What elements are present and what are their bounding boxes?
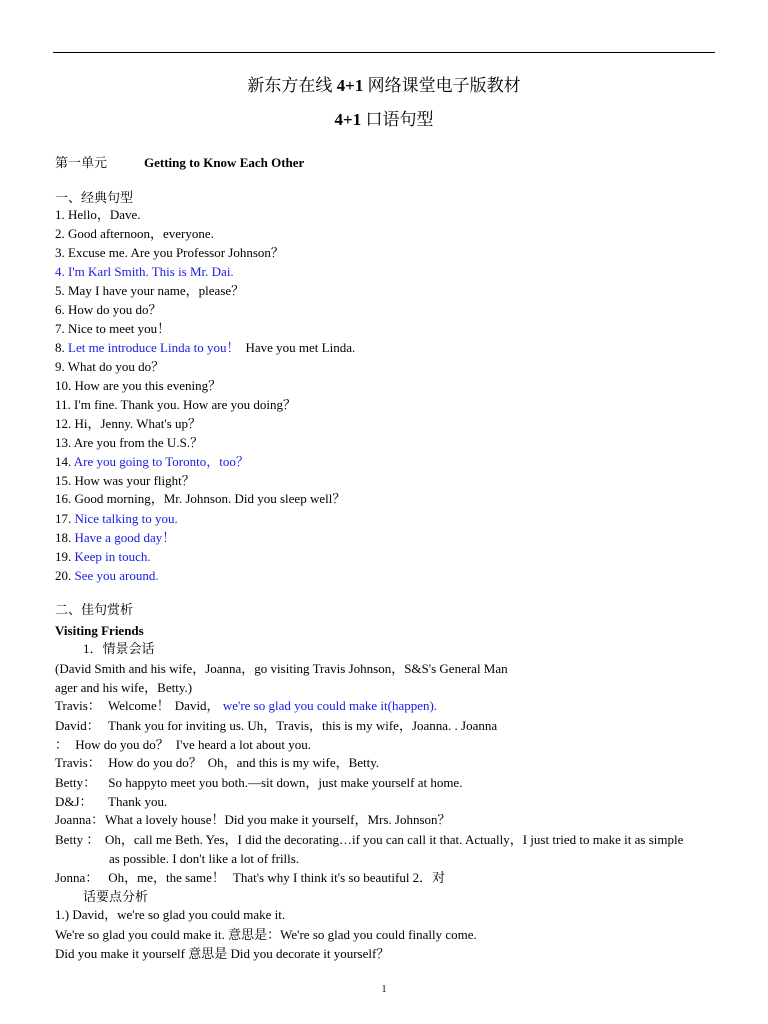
subtitle-course-code: 4+1 [334, 110, 362, 129]
analysis-note: We're so glad you could make it. 意思是：We're so glad you could finally come. [55, 927, 477, 942]
dialogue-line [55, 830, 683, 849]
sentence-number: 7. [55, 321, 65, 336]
sentence-item [55, 528, 175, 547]
title-course-code: 4+1 [336, 76, 364, 95]
sentence-number: 14. [55, 454, 72, 469]
dialogue-text: Oh，me，the same！ [108, 870, 225, 885]
page-number: 1 [381, 984, 387, 995]
sentence-item [55, 224, 214, 243]
dialogue-line [55, 810, 451, 829]
sentence-number: 10. [55, 378, 72, 393]
dialogue-line [55, 716, 497, 735]
header-rule [53, 52, 715, 53]
sentence-number: 16. [55, 491, 72, 506]
sentence-number: 19. [55, 549, 72, 564]
analysis-note: 1.) David，we're so glad you could make it. [55, 907, 286, 922]
sentence-text: Keep in touch. [74, 549, 151, 564]
sentence-text: Have a good day！ [74, 530, 176, 545]
unit-title: Getting to Know Each Other [144, 155, 305, 170]
dialogue-speaker: David： [55, 718, 100, 733]
sentence-item [55, 262, 234, 281]
dialogue-line [55, 792, 167, 811]
sentence-text: Good morning，Mr. Johnson. Did you sleep well？ [74, 491, 346, 506]
sentence-text: Hello，Dave. [68, 207, 141, 222]
sentence-item [55, 243, 284, 262]
sentence-text: Are you going to Toronto，too？ [73, 454, 249, 469]
section-heading-classic: 一、经典句型 [55, 190, 134, 205]
dialogue-text: David， [174, 698, 220, 713]
dialogue-line [55, 753, 379, 772]
sentence-text: Good afternoon，everyone. [68, 226, 214, 241]
dialogue-speaker: Betty： [55, 775, 97, 790]
document-subtitle [0, 109, 768, 131]
subtitle-text: 口语句型 [365, 110, 434, 129]
sentence-item [55, 471, 195, 490]
dialogue-line [55, 868, 445, 887]
sentence-number: 2. [55, 226, 65, 241]
dialogue-text: Welcome！ [108, 698, 170, 713]
sentence-number: 11. [55, 397, 71, 412]
sentence-item [55, 300, 162, 319]
scene-intro-line: ager and his wife，Betty.) [55, 680, 193, 695]
dialogue-speaker: ： [55, 737, 69, 752]
sentence-text: Nice to meet you！ [68, 321, 171, 336]
analysis-heading: 话要点分析 [83, 889, 149, 904]
sentence-number: 6. [55, 302, 65, 317]
dialogue-text: Thank you. [108, 794, 168, 809]
sentence-number: 13. [55, 435, 72, 450]
dialogue-speaker: Jonna： [55, 870, 99, 885]
dialogue-text: How do you do？ [108, 755, 202, 770]
sentence-text: Nice talking to you. [74, 511, 178, 526]
dialogue-speaker: Travis： [55, 755, 101, 770]
dialogue-text: So happyto meet you both.—sit down，just make yourself at home. [108, 775, 463, 790]
sentence-item [55, 319, 170, 338]
sentence-text: Hi，Jenny. What's up？ [74, 416, 202, 431]
sentence-item [55, 566, 159, 585]
document-title [0, 75, 768, 97]
title-prefix: 新东方在线 [247, 76, 333, 95]
dialogue-speaker: Joanna： [55, 812, 105, 827]
sentence-text: Are you from the U.S.？ [73, 435, 204, 450]
sentence-item [55, 338, 355, 357]
sentence-number: 20. [55, 568, 72, 583]
dialogue-text: That's why I think it's so beautiful 2．对 [232, 870, 446, 885]
sentence-text: Let me introduce Linda to you！ [68, 340, 240, 355]
sentence-text: May I have your name，please？ [68, 283, 245, 298]
sentence-number: 4. [55, 264, 65, 279]
sentence-item [55, 414, 201, 433]
sentence-number: 1. [55, 207, 65, 222]
dialogue-continuation: as possible. I don't like a lot of frills. [109, 851, 300, 866]
sentence-number: 12. [55, 416, 72, 431]
sentence-text: How do you do？ [68, 302, 162, 317]
dialogue-text: What a lovely house！Did you make it yourself，Mrs. Johnson？ [105, 812, 451, 827]
title-suffix: 网络课堂电子版教材 [367, 76, 521, 95]
sentence-text: How was your flight？ [74, 473, 195, 488]
dialogue-line [55, 773, 462, 792]
sentence-item [55, 395, 296, 414]
sentence-item [55, 205, 141, 224]
sentence-number: 15. [55, 473, 72, 488]
sentence-text: Excuse me. Are you Professor Johnson？ [68, 245, 284, 260]
sentence-item [55, 357, 164, 376]
sentence-text: I'm Karl Smith. This is Mr. Dai. [68, 264, 234, 279]
dialogue-line [55, 696, 437, 715]
featured-title: Visiting Friends [55, 623, 144, 638]
dialogue-speaker: Betty ： [55, 832, 100, 847]
dialogue-speaker: D&J： [55, 794, 93, 809]
dialogue-text: Thank you for inviting us. Uh，Travis，this is my wife，Joanna. . Joanna [108, 718, 498, 733]
scene-heading: 1．情景会话 [83, 641, 155, 656]
sentence-item [55, 281, 244, 300]
sentence-number: 9. [55, 359, 65, 374]
sentence-number: 8. [55, 340, 65, 355]
dialogue-highlight-text: we're so glad you could make it(happen). [222, 698, 438, 713]
sentence-item [55, 433, 203, 452]
sentence-extra-text: Have you met Linda. [245, 340, 356, 355]
dialogue-speaker: Travis： [55, 698, 101, 713]
sentence-number: 17. [55, 511, 72, 526]
unit-label: 第一单元 [55, 155, 108, 170]
unit-heading [55, 153, 304, 172]
sentence-text: How are you this evening？ [74, 378, 222, 393]
sentence-item [55, 509, 178, 528]
sentence-text: I'm fine. Thank you. How are you doing？ [74, 397, 297, 412]
sentence-item [55, 376, 221, 395]
dialogue-text: Oh，and this is my wife，Betty. [207, 755, 380, 770]
sentence-text: What do you do？ [67, 359, 165, 374]
sentence-item [55, 452, 249, 471]
sentence-number: 3. [55, 245, 65, 260]
scene-intro-line: (David Smith and his wife，Joanna，go visiting Travis Johnson，S&S's General Man [55, 661, 508, 676]
dialogue-text: Oh，call me Beth. Yes，I did the decorating…if you can call it that. Actually，I just tried to make it as simple [105, 832, 684, 847]
dialogue-text: I've heard a lot about you. [175, 737, 311, 752]
dialogue-text: How do you do？ [75, 737, 169, 752]
dialogue-line [55, 735, 311, 754]
sentence-number: 5. [55, 283, 65, 298]
analysis-note: Did you make it yourself 意思是 Did you decorate it yourself？ [55, 946, 390, 961]
sentence-number: 18. [55, 530, 72, 545]
sentence-item [55, 489, 345, 508]
sentence-text: See you around. [74, 568, 159, 583]
sentence-item [55, 547, 151, 566]
section-heading-featured: 二、佳句赏析 [55, 602, 134, 617]
